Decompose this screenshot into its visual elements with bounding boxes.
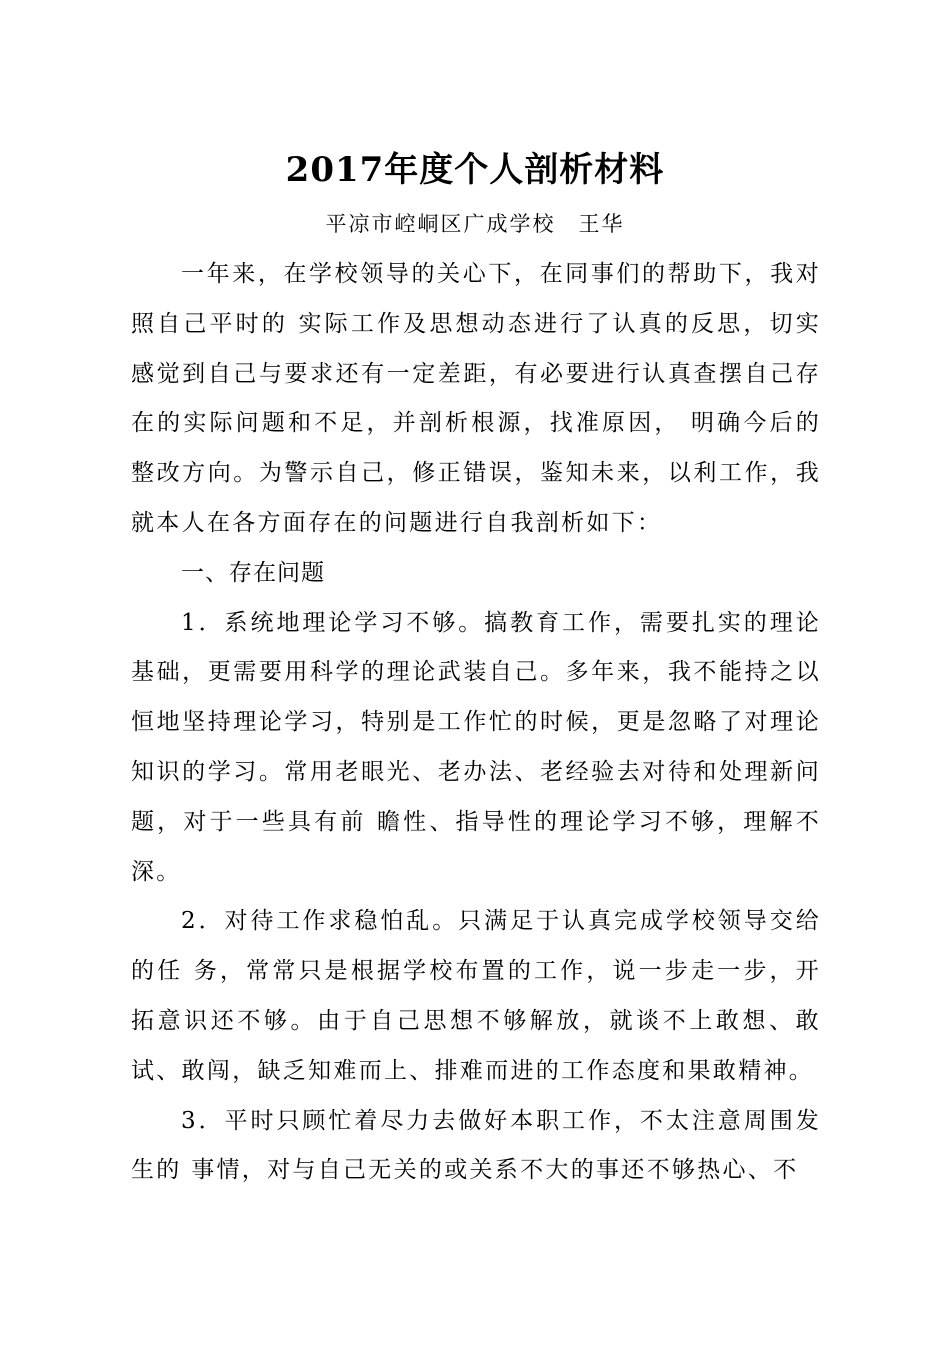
paragraph-item-1: 1．系统地理论学习不够。搞教育工作，需要扎实的理论基础，更需要用科学的理论武装自己。多年来，我不能持之以恒地坚持理论学习，特别是工作忙的时候，更是忽略了对理论知识的学习。常用老眼光、老办法、老经验去对待和处理新问题，对于一些具有前 瞻性、指导性的理论学习不够，理解不深。 (131, 609, 821, 885)
paragraph-item-2: 2．对待工作求稳怕乱。只满足于认真完成学校领导交给的任 务，常常只是根据学校布置的工作，说一步走一步，开拓意识还不够。由于自己思想不够解放，就谈不上敢想、敢试、敢闯，缺乏知难而上、排难而进的工作态度和果敢精神。 (131, 908, 821, 1084)
paragraph-intro: 一年来，在学校领导的关心下，在同事们的帮助下，我对照自己平时的 实际工作及思想动态进行了认真的反思，切实感觉到自己与要求还有一定差距，有必要进行认真查摆自己存在的实际问题和不足，并剖析根源，找准原因， 明确今后的整改方向。为警示自己，修正错误，鉴知未来，以利工作，我就本人在各方面存在的问题进行自我剖析如下： (131, 261, 821, 536)
document-title: 2017年度个人剖析材料 (285, 150, 665, 190)
author-line: 平凉市崆峒区广成学校 王华 (325, 212, 625, 236)
paragraph-item-3: 3．平时只顾忙着尽力去做好本职工作，不太注意周围发生的 事情，对与自己无关的或关系不大的事还不够热心、不 (131, 1107, 821, 1184)
document-body (131, 250, 821, 1196)
section-heading: 一、存在问题 (181, 559, 325, 586)
